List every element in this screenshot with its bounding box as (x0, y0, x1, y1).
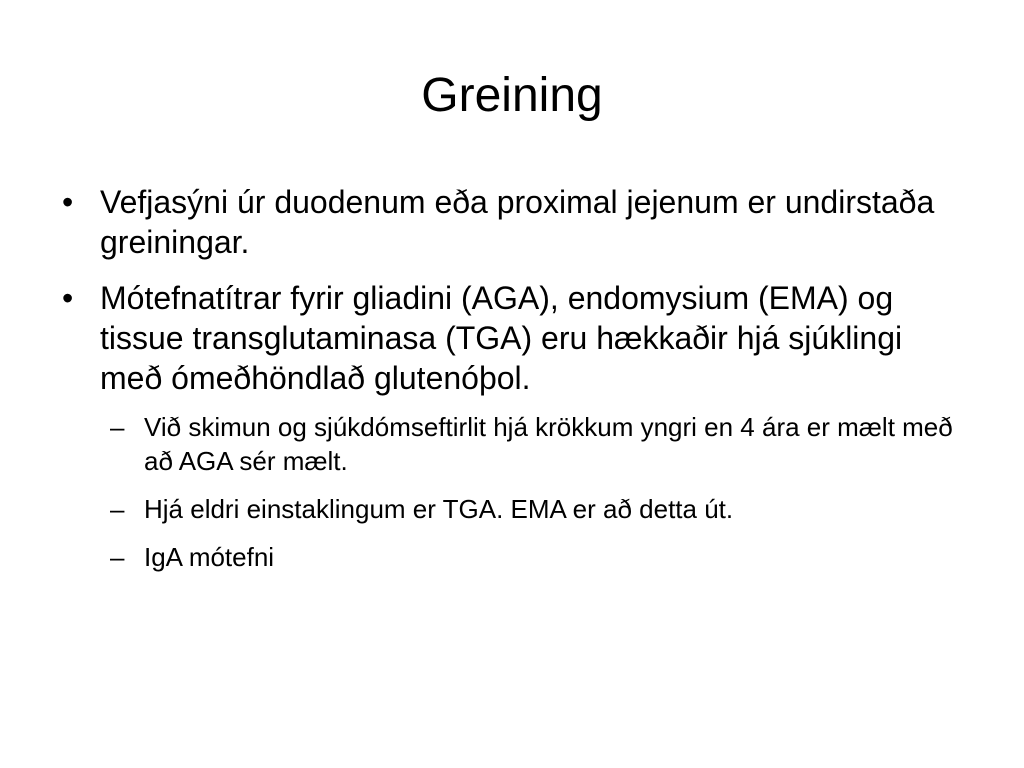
bullet-text: Mótefnatítrar fyrir gliadini (AGA), endomysium (EMA) og tissue transglutaminasa (TGA) eru hækkaðir hjá sjúklingi með ómeðhöndlað glutenóþol. (100, 280, 903, 396)
bullet-marker: • (62, 184, 74, 220)
dash-marker: – (110, 542, 125, 572)
bullet-text: Vefjasýni úr duodenum eða proximal jejenum er undirstaða greiningar. (100, 184, 935, 260)
bullet-marker: • (62, 280, 74, 316)
sub-bullet-item (100, 410, 960, 478)
sub-bullet-text: Hjá eldri einstaklingum er TGA. EMA er að detta út. (144, 494, 734, 524)
bullet-item (60, 278, 960, 574)
dash-marker: – (110, 412, 125, 442)
sub-bullet-list (100, 410, 960, 574)
dash-marker: – (110, 494, 125, 524)
bullet-item (60, 182, 960, 262)
sub-bullet-text: IgA mótefni (144, 542, 275, 572)
bullet-list (60, 182, 960, 590)
sub-bullet-text: Við skimun og sjúkdómseftirlit hjá krökkum yngri en 4 ára er mælt með að AGA sér mælt. (144, 412, 953, 476)
sub-bullet-item (100, 492, 960, 526)
slide-title: Greining (421, 69, 603, 122)
sub-bullet-item (100, 540, 960, 574)
